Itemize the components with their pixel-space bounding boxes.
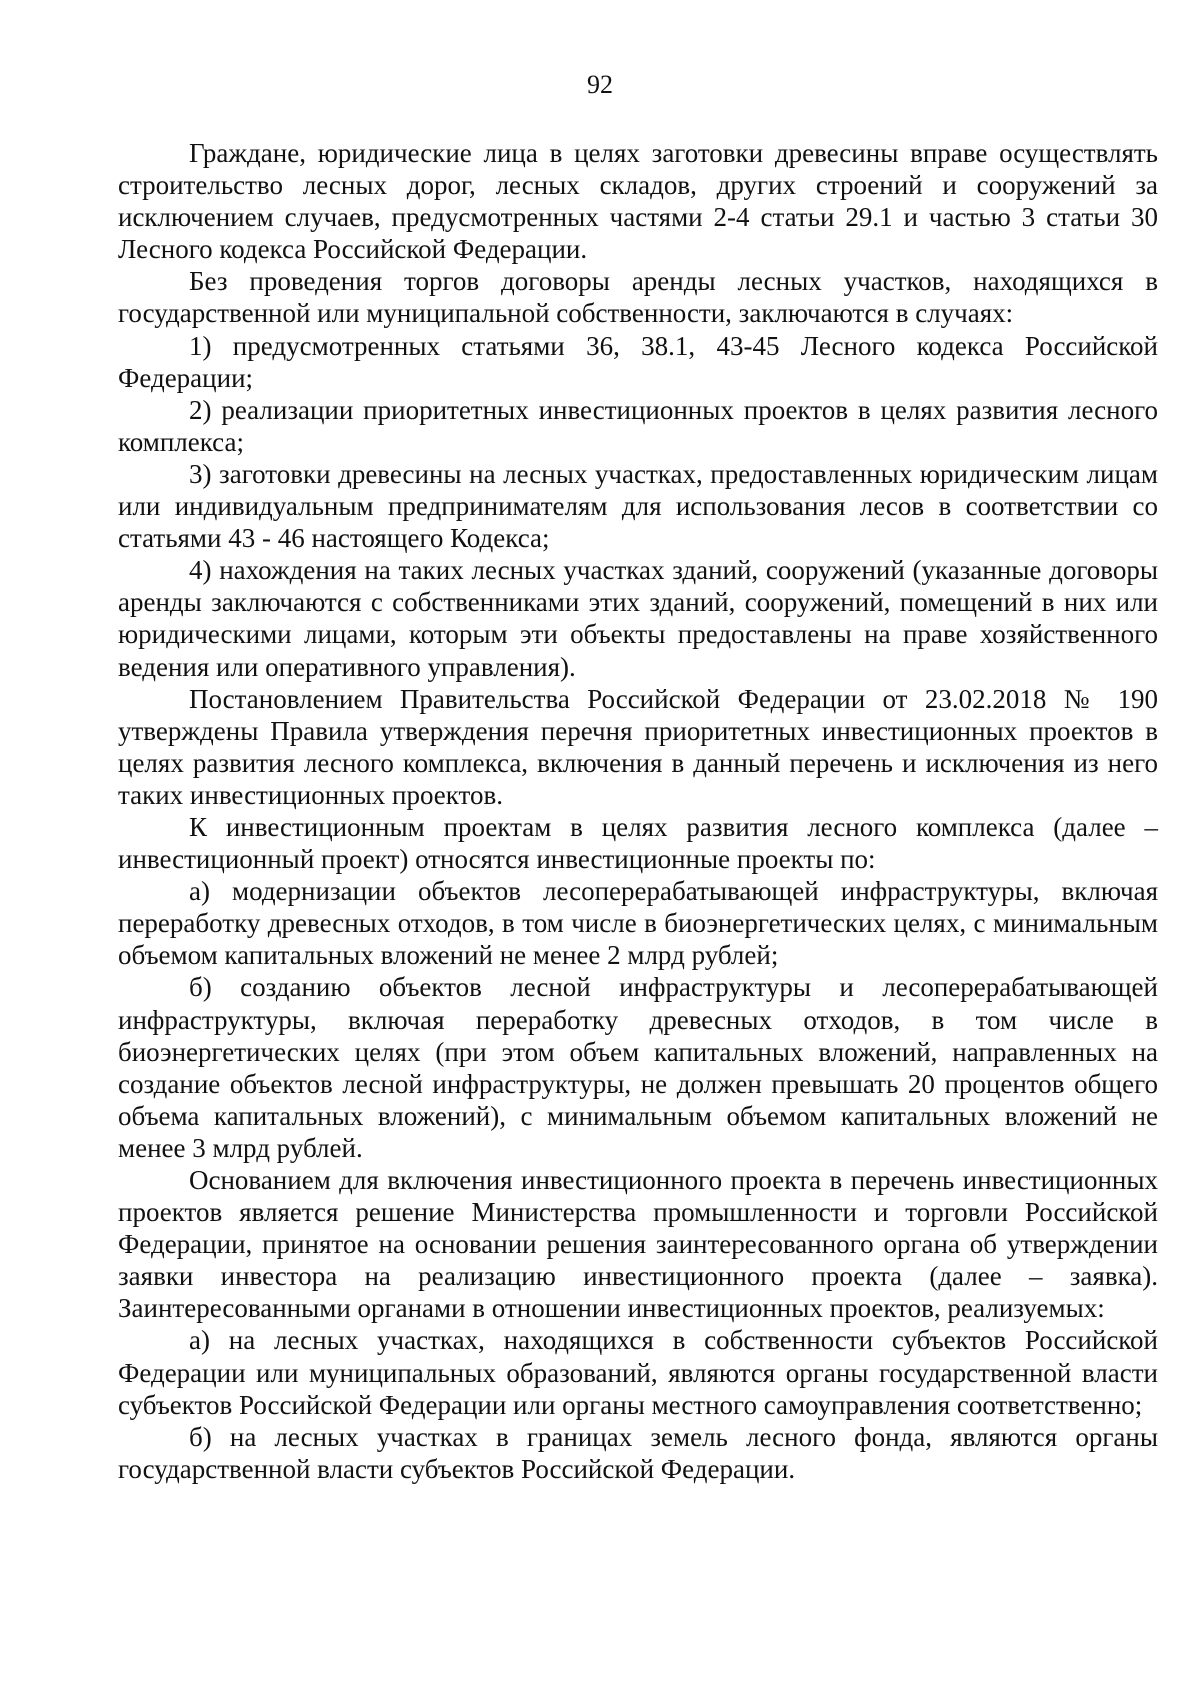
paragraph: 1) предусмотренных статьями 36, 38.1, 43-45 Лесного кодекса Российской Федерации; xyxy=(118,330,1158,393)
paragraph: К инвестиционным проектам в целях развития лесного комплекса (далее – инвестиционный проект) относятся инвестиционные проекты по: xyxy=(118,811,1158,875)
paragraph: Основанием для включения инвестиционного проекта в перечень инвестиционных проектов является решение Министерства промышленности и торговли Российской Федерации, принятое на основании решения заинтересованного органа об утверждении заявки инвестора на реализацию инвестиционного проекта (далее – заявка). Заинтересованными органами в отношении инвестиционных проектов, реализуемых: xyxy=(118,1165,1158,1324)
paragraph: 4) нахождения на таких лесных участках зданий, сооружений (указанные договоры аренды заключаются с собственниками этих зданий, сооружений, помещений в них или юридическими лицами, которым эти объекты предоставлены на праве хозяйственного ведения или оперативного управления). xyxy=(118,555,1158,682)
paragraph: Граждане, юридические лица в целях заготовки древесины вправе осуществлять строительство лесных дорог, лесных складов, других строений и сооружений за исключением случаев, предусмотренных частями 2-4 статьи 29.1 и частью 3 статьи 30 Лесного кодекса Российской Федерации. xyxy=(118,138,1158,265)
paragraph: б) на лесных участках в границах земель лесного фонда, являются органы государственной власти субъектов Российской Федерации. xyxy=(118,1421,1158,1484)
page-number: 92 xyxy=(587,70,613,99)
paragraph: а) на лесных участках, находящихся в собственности субъектов Российской Федерации или муниципальных образований, являются органы государственной власти субъектов Российской Федерации или органы местного самоуправления соответственно; xyxy=(118,1325,1158,1420)
paragraph: а) модернизации объектов лесоперерабатывающей инфраструктуры, включая переработку древесных отходов, в том числе в биоэнергетических целях, с минимальным объемом капитальных вложений не менее 2 млрд рублей; xyxy=(118,876,1158,971)
paragraph: Без проведения торгов договоры аренды лесных участков, находящихся в государственной или муниципальной собственности, заключаются в случаях: xyxy=(118,266,1158,329)
paragraph: 2) реализации приоритетных инвестиционных проектов в целях развития лесного комплекса; xyxy=(118,394,1158,457)
paragraph: б) созданию объектов лесной инфраструктуры и лесоперерабатывающей инфраструктуры, включая переработку древесных отходов, в том числе в биоэнергетических целях (при этом объем капитальных вложений, направленных на создание объектов лесной инфраструктуры, не должен превышать 20 процентов общего объема капитальных вложений), с минимальным объемом капитальных вложений не менее 3 млрд рублей. xyxy=(118,972,1158,1163)
paragraph: 3) заготовки древесины на лесных участках, предоставленных юридическим лицам или индивидуальным предпринимателям для использования лесов в соответствии со статьями 43 - 46 настоящего Кодекса; xyxy=(118,458,1158,554)
document-body xyxy=(118,137,1158,1485)
paragraph: Постановлением Правительства Российской Федерации от 23.02.2018 № 190 утверждены Правила утверждения перечня приоритетных инвестиционных проектов в целях развития лесного комплекса, включения в данный перечень и исключения из него таких инвестиционных проектов. xyxy=(118,683,1158,810)
